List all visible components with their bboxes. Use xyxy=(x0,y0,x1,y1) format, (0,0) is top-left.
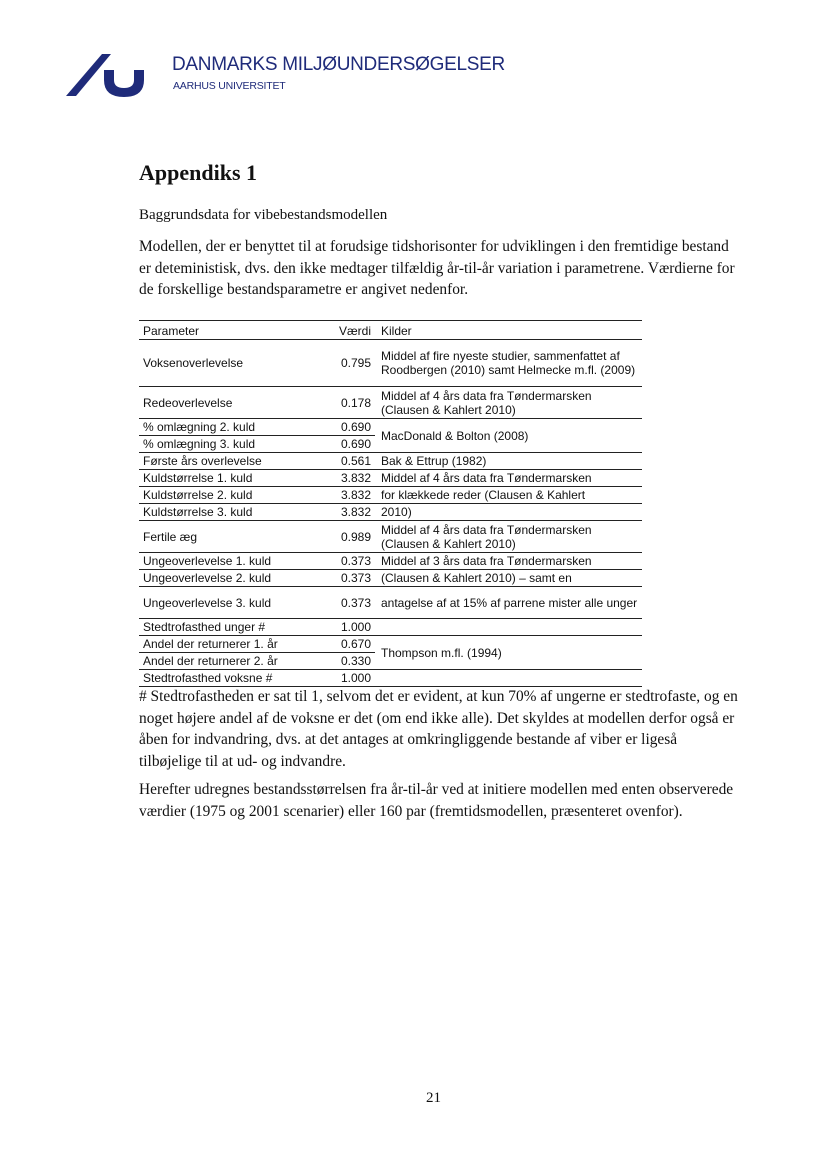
cell-source-empty xyxy=(375,670,642,687)
cell-param: Ungeoverlevelse 1. kuld xyxy=(139,553,323,570)
cell-source: Thompson m.fl. (1994) xyxy=(375,636,642,670)
cell-source: (Clausen & Kahlert 2010) – samt en xyxy=(375,570,642,587)
header-parameter: Parameter xyxy=(139,321,323,340)
cell-value: 3.832 xyxy=(323,504,375,521)
cell-source: MacDonald & Bolton (2008) xyxy=(375,419,642,453)
table-row xyxy=(139,619,642,636)
org-subtitle: AARHUS UNIVERSITET xyxy=(173,80,286,92)
cell-param: Andel der returnerer 2. år xyxy=(139,653,323,670)
table-row xyxy=(139,504,642,521)
cell-source: for klækkede reder (Clausen & Kahlert xyxy=(375,487,642,504)
cell-param: Stedtrofasthed voksne # xyxy=(139,670,323,687)
table-row xyxy=(139,387,642,419)
cell-source: Middel af fire nyeste studier, sammenfattet af Roodbergen (2010) samt Helmecke m.fl. (2009) xyxy=(375,340,642,387)
cell-value: 0.670 xyxy=(323,636,375,653)
cell-value: 0.690 xyxy=(323,436,375,453)
cell-value: 0.373 xyxy=(323,587,375,619)
cell-source: 2010) xyxy=(375,504,642,521)
table-row xyxy=(139,453,642,470)
cell-param: Voksenoverlevelse xyxy=(139,340,323,387)
cell-value: 1.000 xyxy=(323,619,375,636)
cell-value: 3.832 xyxy=(323,487,375,504)
cell-source-empty xyxy=(375,619,642,636)
cell-param: % omlægning 3. kuld xyxy=(139,436,323,453)
table-row xyxy=(139,570,642,587)
table-row xyxy=(139,419,642,436)
cell-source: Middel af 4 års data fra Tøndermarsken (Clausen & Kahlert 2010) xyxy=(375,521,642,553)
table-row xyxy=(139,553,642,570)
table-row xyxy=(139,587,642,619)
table-row xyxy=(139,340,642,387)
cell-value: 3.832 xyxy=(323,470,375,487)
cell-value: 0.330 xyxy=(323,653,375,670)
table-row xyxy=(139,487,642,504)
page-title: Appendiks 1 xyxy=(139,160,258,185)
cell-param: Fertile æg xyxy=(139,521,323,553)
cell-param: Ungeoverlevelse 3. kuld xyxy=(139,587,323,619)
table-row xyxy=(139,636,642,653)
table-row xyxy=(139,470,642,487)
cell-source: Middel af 4 års data fra Tøndermarsken (Clausen & Kahlert 2010) xyxy=(375,387,642,419)
footnote-paragraph: # Stedtrofastheden er sat til 1, selvom det er evident, at kun 70% af ungerne er stedtrofaste, og en noget højere andel af de voksne er det (om end ikke alle). Det skyldes at modellen derfor også er åben for indvandring, dvs. at det antages at omkringliggende bestande af viber er ligeså tilbøjelige til at ud- og indvandre. xyxy=(139,688,738,770)
cell-param: Kuldstørrelse 1. kuld xyxy=(139,470,323,487)
dmu-logo-icon xyxy=(64,50,154,98)
cell-param: Stedtrofasthed unger # xyxy=(139,619,323,636)
cell-value: 0.373 xyxy=(323,570,375,587)
intro-paragraph: Modellen, der er benyttet til at forudsige tidshorisonter for udviklingen i den fremtidige bestand er deteministisk, dvs. den ikke medtager tilfældig år-til-år variation i parametrene. Værdierne for de forskellige bestandsparametre er angivet nedenfor. xyxy=(139,238,735,298)
table-row xyxy=(139,670,642,687)
cell-param: Første års overlevelse xyxy=(139,453,323,470)
parameter-table xyxy=(139,320,642,687)
org-name: DANMARKS MILJØUNDERSØGELSER xyxy=(172,54,505,75)
section-subtitle: Baggrundsdata for vibebestandsmodellen xyxy=(139,207,388,223)
closing-paragraph: Herefter udregnes bestandsstørrelsen fra år-til-år ved at initiere modellen med enten observerede værdier (1975 og 2001 scenarier) eller 160 par (fremtidsmodellen, præsenteret ovenfor). xyxy=(139,781,734,820)
cell-value: 0.178 xyxy=(323,387,375,419)
cell-source: antagelse af at 15% af parrene mister alle unger xyxy=(375,587,642,619)
cell-value: 1.000 xyxy=(323,670,375,687)
cell-param: Andel der returnerer 1. år xyxy=(139,636,323,653)
table-header-row xyxy=(139,321,642,340)
header-source: Kilder xyxy=(375,321,642,340)
cell-value: 0.989 xyxy=(323,521,375,553)
cell-param: Redeoverlevelse xyxy=(139,387,323,419)
cell-param: Ungeoverlevelse 2. kuld xyxy=(139,570,323,587)
cell-value: 0.795 xyxy=(323,340,375,387)
page-number: 21 xyxy=(426,1090,441,1106)
cell-value: 0.373 xyxy=(323,553,375,570)
cell-source: Bak & Ettrup (1982) xyxy=(375,453,642,470)
cell-param: Kuldstørrelse 3. kuld xyxy=(139,504,323,521)
cell-source: Middel af 3 års data fra Tøndermarsken xyxy=(375,553,642,570)
cell-param: % omlægning 2. kuld xyxy=(139,419,323,436)
table-row xyxy=(139,521,642,553)
cell-param: Kuldstørrelse 2. kuld xyxy=(139,487,323,504)
cell-source: Middel af 4 års data fra Tøndermarsken xyxy=(375,470,642,487)
cell-value: 0.690 xyxy=(323,419,375,436)
header-value: Værdi xyxy=(323,321,375,340)
cell-value: 0.561 xyxy=(323,453,375,470)
